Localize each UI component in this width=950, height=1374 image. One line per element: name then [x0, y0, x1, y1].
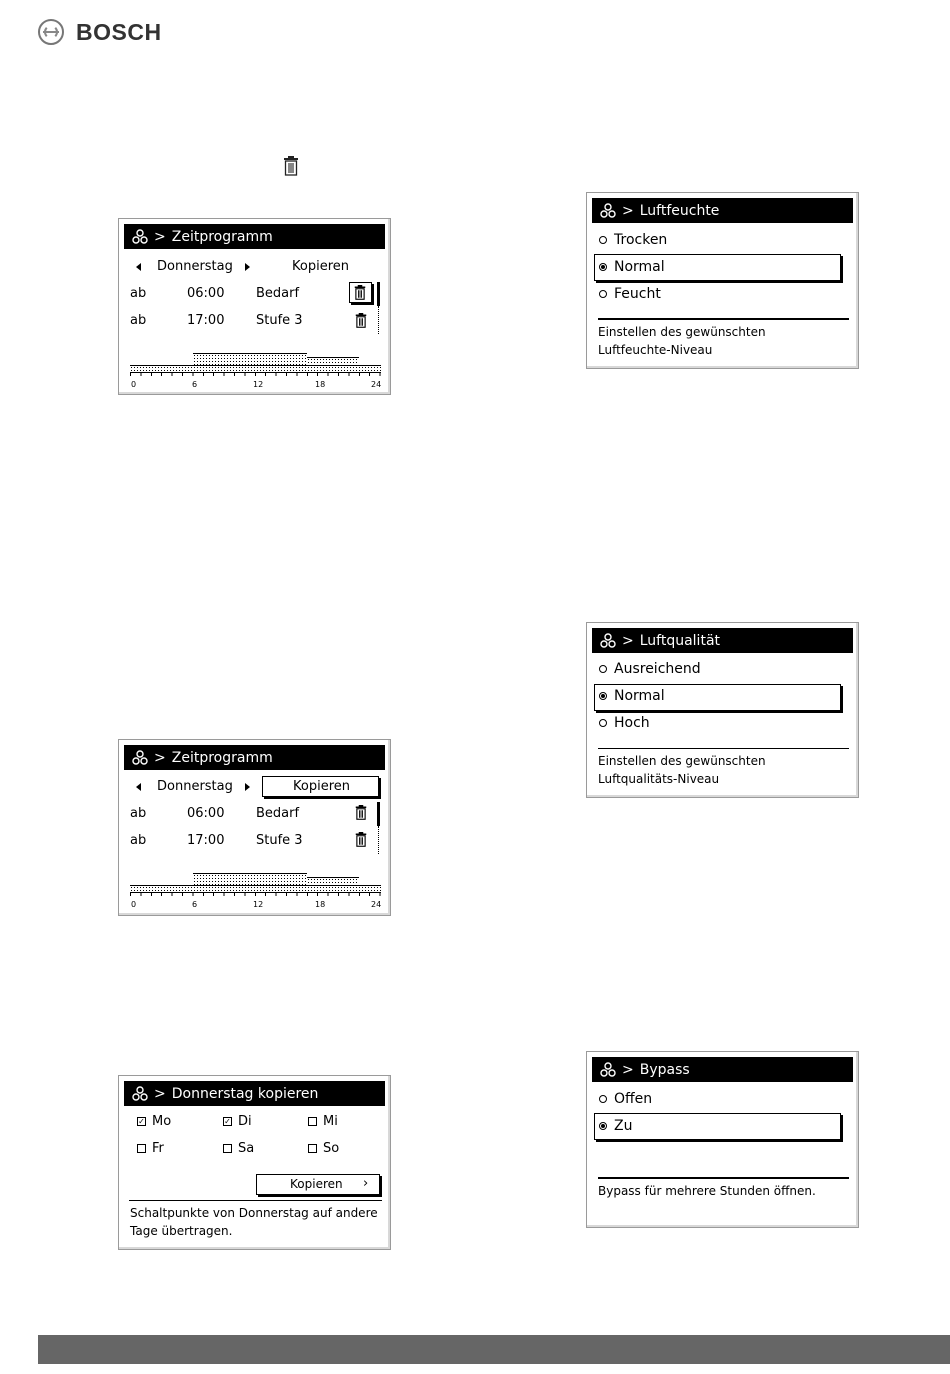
schedule-level-mid [307, 357, 359, 366]
page-title: Donnerstag kopieren [171, 1085, 319, 1102]
bypass-screen [586, 1051, 859, 1228]
fan-icon [600, 633, 616, 649]
fan-icon [132, 229, 148, 245]
radio-ausreichend[interactable] [599, 665, 607, 673]
day-label: Mo [152, 1114, 172, 1129]
axis-label: 0 [131, 900, 137, 909]
trash-icon[interactable] [355, 313, 367, 328]
delete-button-selected[interactable] [349, 282, 372, 303]
description-line-1: Einstellen des gewünschten [598, 754, 766, 768]
screen-title-bar [124, 745, 385, 770]
row-mode[interactable]: Stufe 3 [256, 313, 303, 328]
day-label: So [323, 1141, 340, 1156]
screen-title-bar [124, 1081, 385, 1106]
bosch-logo [38, 16, 162, 48]
axis-label: 12 [253, 900, 264, 909]
prev-day-icon[interactable] [136, 783, 141, 791]
copy-button-label: Kopieren [293, 779, 350, 794]
axis-label: 6 [192, 380, 198, 389]
row-time[interactable]: 06:00 [187, 286, 225, 301]
option-label[interactable]: Zu [614, 1118, 633, 1134]
description-line-2: Luftfeuchte-Niveau [598, 343, 713, 357]
trash-icon[interactable] [355, 805, 367, 820]
schedule-level-mid [307, 877, 359, 886]
fan-icon [600, 1062, 616, 1078]
prev-day-icon[interactable] [136, 263, 141, 271]
copy-button-label: Kopieren [290, 1177, 343, 1191]
option-label[interactable]: Normal [614, 688, 665, 704]
axis-ticks [130, 372, 381, 376]
radio-zu[interactable] [599, 1122, 607, 1130]
breadcrumb-separator: > [622, 632, 634, 649]
checkbox-sa[interactable] [223, 1144, 232, 1153]
axis-label: 18 [315, 380, 326, 389]
page-title: Zeitprogramm [171, 749, 273, 766]
schedule-level-high [193, 353, 307, 366]
breadcrumb-separator: > [622, 1061, 634, 1078]
day-label: Sa [238, 1141, 255, 1156]
trash-icon [354, 285, 366, 300]
footer-bar [38, 1335, 950, 1364]
description-line-1: Einstellen des gewünschten [598, 325, 766, 339]
axis-label: 0 [131, 380, 137, 389]
copy-button-selected[interactable] [262, 776, 379, 797]
fan-icon [132, 1086, 148, 1102]
day-label: Mi [323, 1114, 338, 1129]
radio-feucht[interactable] [599, 290, 607, 298]
divider [129, 1200, 382, 1201]
checkbox-fr[interactable] [137, 1144, 146, 1153]
fan-icon [600, 203, 616, 219]
schedule-bar [130, 873, 381, 895]
screen-title-bar [592, 1057, 853, 1082]
option-label[interactable]: Offen [614, 1091, 653, 1107]
row-prefix: ab [130, 313, 147, 328]
brand-name: BOSCH [76, 18, 162, 45]
schedule-bar [130, 353, 381, 375]
air-quality-screen [586, 622, 859, 798]
row-mode[interactable]: Bedarf [256, 286, 300, 301]
breadcrumb-separator: > [622, 202, 634, 219]
scroll-track [378, 826, 379, 854]
axis-label: 24 [371, 380, 382, 389]
description-line-2: Luftqualitäts-Niveau [598, 772, 720, 786]
row-time[interactable]: 06:00 [187, 806, 225, 821]
checkbox-so[interactable] [308, 1144, 317, 1153]
copy-button[interactable]: Kopieren [292, 259, 349, 274]
option-label[interactable]: Hoch [614, 715, 650, 731]
radio-hoch[interactable] [599, 719, 607, 727]
axis-ticks [130, 892, 381, 896]
option-label[interactable]: Trocken [614, 232, 668, 248]
radio-trocken[interactable] [599, 236, 607, 244]
axis-label: 18 [315, 900, 326, 909]
day-selector[interactable]: Donnerstag [157, 779, 233, 794]
scroll-thumb[interactable] [377, 802, 380, 826]
checkbox-mo[interactable]: ✓ [138, 1117, 145, 1126]
page-title: Luftfeuchte [639, 202, 720, 219]
zeitprogramm-screen-2 [118, 739, 391, 916]
description-line-1: Schaltpunkte von Donnerstag auf andere [130, 1206, 378, 1220]
row-mode[interactable]: Bedarf [256, 806, 300, 821]
next-day-icon[interactable] [245, 783, 250, 791]
next-day-icon[interactable] [245, 263, 250, 271]
row-time[interactable]: 17:00 [187, 833, 225, 848]
description-line-2: Tage übertragen. [130, 1224, 233, 1238]
scrollbar[interactable] [377, 282, 380, 334]
chevron-right-icon: › [363, 1176, 369, 1191]
axis-label: 24 [371, 900, 382, 909]
description-line-1: Bypass für mehrere Stunden öffnen. [598, 1184, 816, 1198]
option-label[interactable]: Feucht [614, 286, 661, 302]
axis-label: 12 [253, 380, 264, 389]
breadcrumb-separator: > [154, 228, 166, 245]
day-label: Fr [152, 1141, 164, 1156]
row-prefix: ab [130, 806, 147, 821]
screen-title-bar [124, 224, 385, 249]
scroll-track [378, 306, 379, 334]
scrollbar[interactable] [377, 802, 380, 854]
radio-normal[interactable] [599, 263, 607, 271]
screen-title-bar [592, 628, 853, 653]
row-prefix: ab [130, 286, 147, 301]
fan-icon [132, 750, 148, 766]
option-label[interactable]: Ausreichend [614, 661, 701, 677]
copy-day-screen [118, 1075, 391, 1250]
radio-offen[interactable] [599, 1095, 607, 1103]
humidity-screen [586, 192, 859, 369]
checkbox-di[interactable]: ✓ [224, 1117, 231, 1126]
copy-confirm-button[interactable] [256, 1174, 380, 1195]
schedule-level-high [193, 873, 307, 886]
scroll-thumb[interactable] [377, 282, 380, 306]
trash-icon [283, 156, 299, 176]
axis-label: 6 [192, 900, 198, 909]
page-title: Luftqualität [639, 632, 721, 649]
day-label: Di [238, 1114, 252, 1129]
breadcrumb-separator: > [154, 1085, 166, 1102]
divider [598, 748, 849, 749]
divider [598, 1177, 849, 1179]
divider [598, 318, 849, 320]
row-time[interactable]: 17:00 [187, 313, 225, 328]
zeitprogramm-screen-1 [118, 218, 391, 395]
page-title: Bypass [639, 1061, 690, 1078]
breadcrumb-separator: > [154, 749, 166, 766]
screen-title-bar [592, 198, 853, 223]
checkbox-mi[interactable] [308, 1117, 317, 1126]
option-label[interactable]: Normal [614, 259, 665, 275]
bosch-armature-icon [38, 19, 64, 45]
page-title: Zeitprogramm [171, 228, 273, 245]
trash-icon[interactable] [355, 832, 367, 847]
row-mode[interactable]: Stufe 3 [256, 833, 303, 848]
row-prefix: ab [130, 833, 147, 848]
radio-normal[interactable] [599, 692, 607, 700]
day-selector[interactable]: Donnerstag [157, 259, 233, 274]
